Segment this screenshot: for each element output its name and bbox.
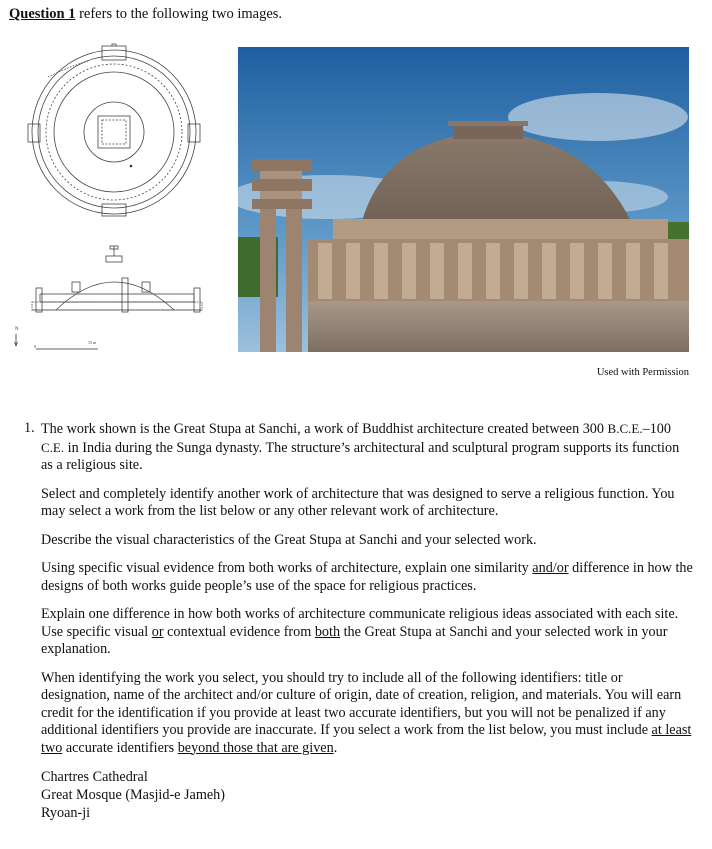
question-paragraph-2: Select and completely identify another work of architecture that was designed to serve a religious function. You may select a work from the list below or any other relevant work of architecture. [41, 485, 675, 519]
intro-line [9, 6, 282, 23]
list-item: Chartres Cathedral [41, 769, 148, 785]
question-paragraph-3: Describe the visual characteristics of the Great Stupa at Sanchi and your selected work. [41, 531, 537, 548]
scale-end-label: 15 m [88, 340, 97, 345]
question-paragraph-5: Explain one difference in how both works of architecture communicate religious ideas associated with each site. Use specific visual or contextual evidence from both the Great Stupa at Sanchi and your selected work in your explanation. [41, 606, 679, 657]
question-ref: Question 1 [9, 6, 76, 22]
list-item: Ryoan-ji [41, 805, 91, 821]
option-list [41, 768, 694, 822]
question-block [24, 420, 694, 822]
image-credit: Used with Permission [596, 367, 689, 378]
question-paragraph-1: The work shown is the Great Stupa at Sanchi, a work of Buddhist architecture created between 300 B.C.E.–100 C.E. in India during the Sunga dynasty. The structure’s architectural and sculptural program supports its function as a religious site. [41, 421, 680, 473]
intro-text: refers to the following two images. [75, 6, 283, 22]
stupa-plan-elevation-drawing [12, 42, 222, 354]
north-label: N [15, 327, 19, 332]
list-item: Great Mosque (Masjid-e Jameh) [41, 787, 225, 803]
scale-start-label: 0 [34, 344, 36, 349]
stupa-photograph [238, 47, 689, 352]
question-paragraph-4: Using specific visual evidence from both works of architecture, explain one similarity and/or difference in how the designs of both works guide people’s use of the space for religious practices. [41, 560, 693, 594]
question-paragraph-6: When identifying the work you select, you should try to include all of the following identifiers: title or designation, name of the architect and/or culture of origin, date of creation, religion, and materials. You will earn credit for the identification if you provide at least two accurate identifiers, but you will not be penalized if any additional identifiers you provide are inaccurate. If you select a work from the list below, you must include at least two accurate identifiers beyond those that are given. [41, 669, 692, 756]
question-number: 1. [24, 420, 35, 436]
